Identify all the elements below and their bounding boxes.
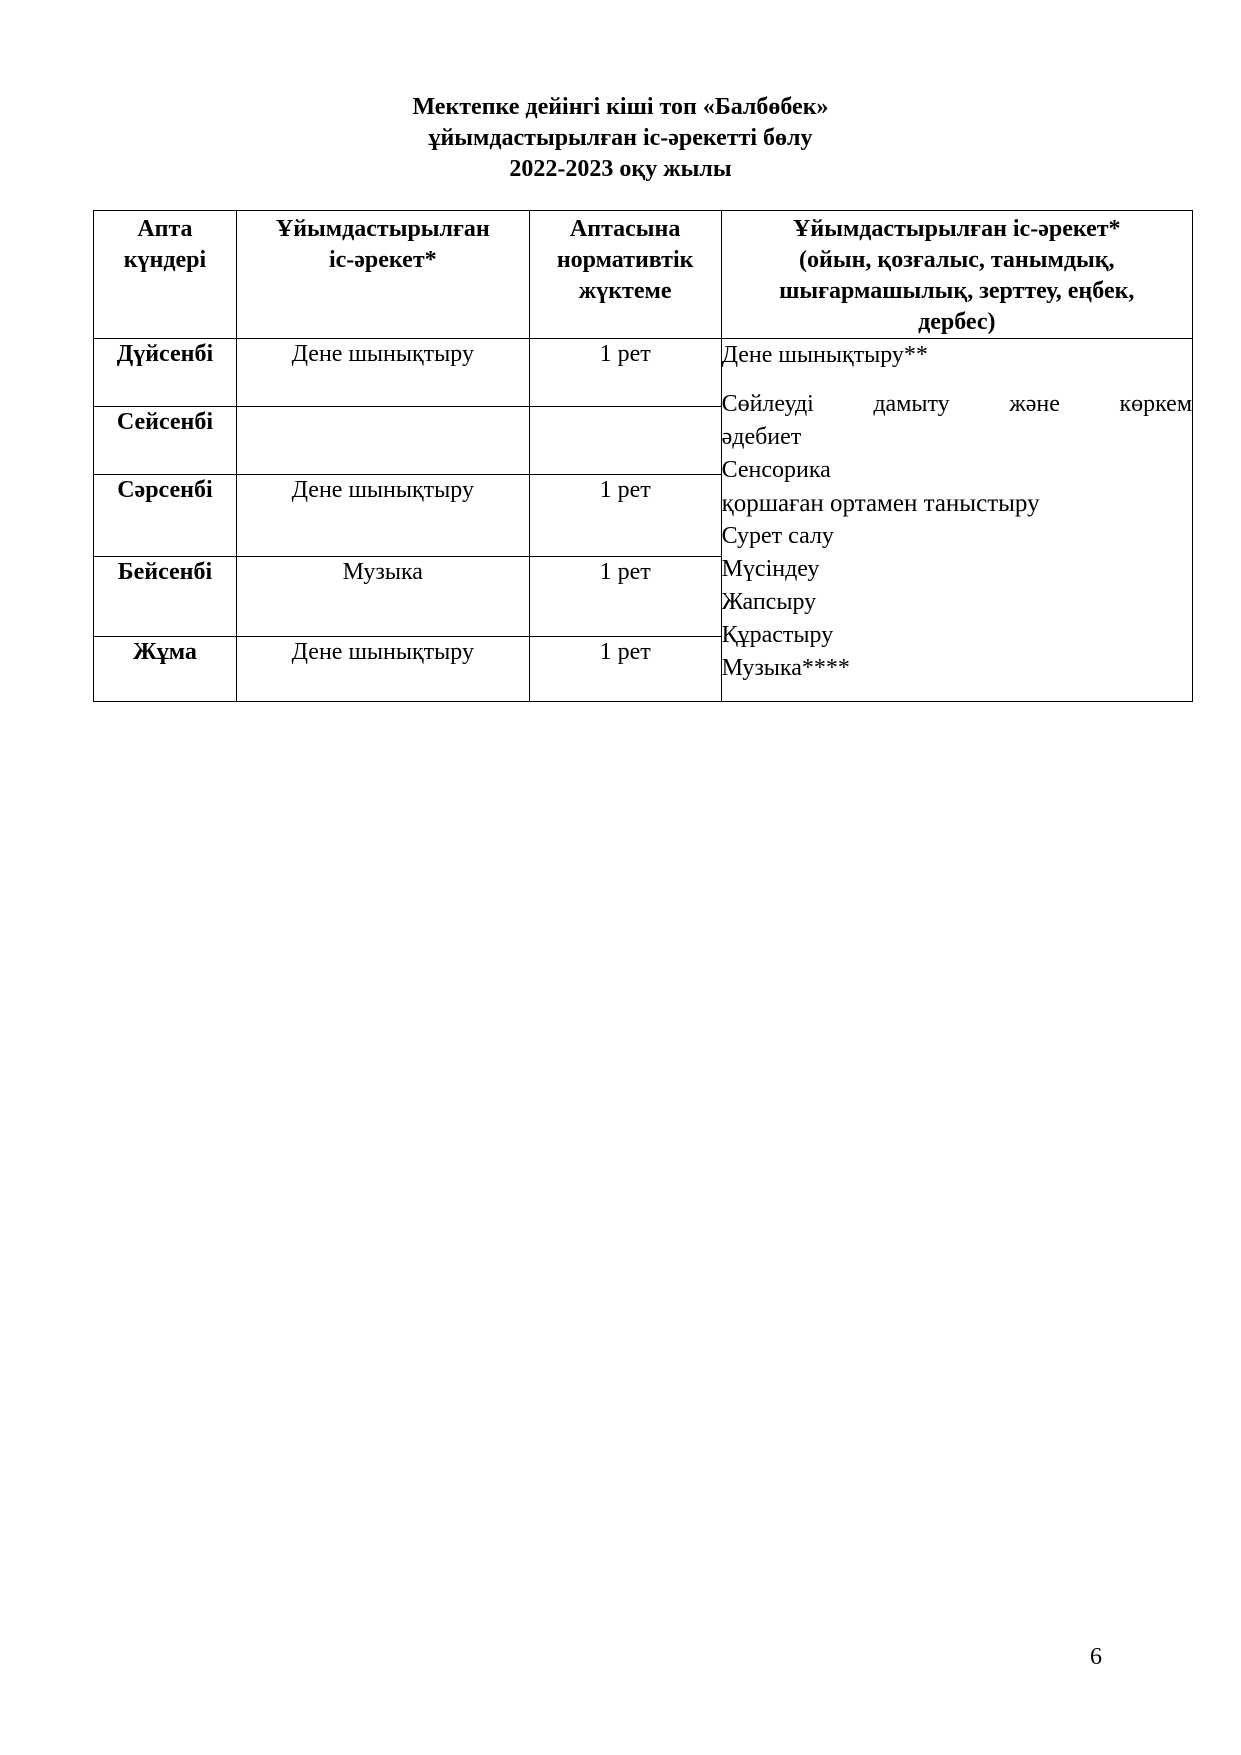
activity-cell — [236, 407, 529, 475]
list-item: қоршаған ортамен таныстыру — [721, 490, 1040, 517]
header-text: Ұйымдастырылған іс-әрекет* — [793, 216, 1121, 242]
list-item: Сөйлеуді дамыту және көркем — [721, 391, 1192, 417]
header-text: іс-әрекет* — [328, 247, 437, 273]
day-cell: Жұма — [94, 637, 237, 702]
header-text: нормативтік — [556, 247, 694, 273]
title-line-2: ұйымдастырылған іс-әрекетті бөлу — [428, 125, 813, 151]
day-cell: Сәрсенбі — [94, 475, 237, 557]
header-text: Аптасына — [569, 216, 681, 242]
list-item: Сенсорика — [721, 457, 831, 483]
title-line-3: 2022-2023 оқу жылы — [509, 156, 732, 182]
load-cell: 1 рет — [529, 557, 721, 637]
day-cell: Бейсенбі — [94, 557, 237, 637]
load-cell — [529, 407, 721, 475]
list-item: Дене шынықтыру** — [721, 342, 928, 368]
header-text: шығармашылық, зерттеу, еңбек, — [779, 278, 1135, 304]
activity-cell: Музыка — [236, 557, 529, 637]
title-line-1: Мектепке дейінгі кіші топ «Балбөбек» — [412, 94, 829, 120]
list-item: әдебиет — [721, 424, 802, 450]
load-cell: 1 рет — [529, 339, 721, 407]
day-cell: Сейсенбі — [94, 407, 237, 475]
header-text: жүктеме — [578, 278, 672, 304]
header-weekly-load — [529, 211, 721, 339]
list-item: Музыка**** — [721, 655, 850, 681]
schedule-table — [93, 210, 1193, 702]
header-text: Ұйымдастырылған — [275, 216, 490, 242]
header-text: дербес) — [918, 309, 996, 335]
header-text: Апта — [137, 216, 193, 242]
header-text: (ойын, қозғалыс, танымдық, — [799, 247, 1115, 273]
activity-cell: Дене шынықтыру — [236, 637, 529, 702]
load-cell: 1 рет — [529, 475, 721, 557]
activity-cell: Дене шынықтыру — [236, 475, 529, 557]
day-cell: Дүйсенбі — [94, 339, 237, 407]
list-item: Мүсіндеу — [721, 556, 820, 582]
header-activity-types — [721, 211, 1192, 339]
header-organized-activity — [236, 211, 529, 339]
load-cell: 1 рет — [529, 637, 721, 702]
table-header-row — [94, 211, 1193, 339]
table-row — [94, 339, 1193, 407]
document-title — [0, 92, 1241, 185]
page-number: 6 — [1090, 1644, 1102, 1670]
list-item: Сурет салу — [721, 523, 834, 549]
activity-list-cell — [721, 339, 1192, 702]
header-week-days — [94, 211, 237, 339]
list-item: Жапсыру — [721, 589, 817, 615]
list-item: Құрастыру — [721, 622, 834, 648]
activity-cell: Дене шынықтыру — [236, 339, 529, 407]
header-text: күндері — [123, 247, 207, 273]
